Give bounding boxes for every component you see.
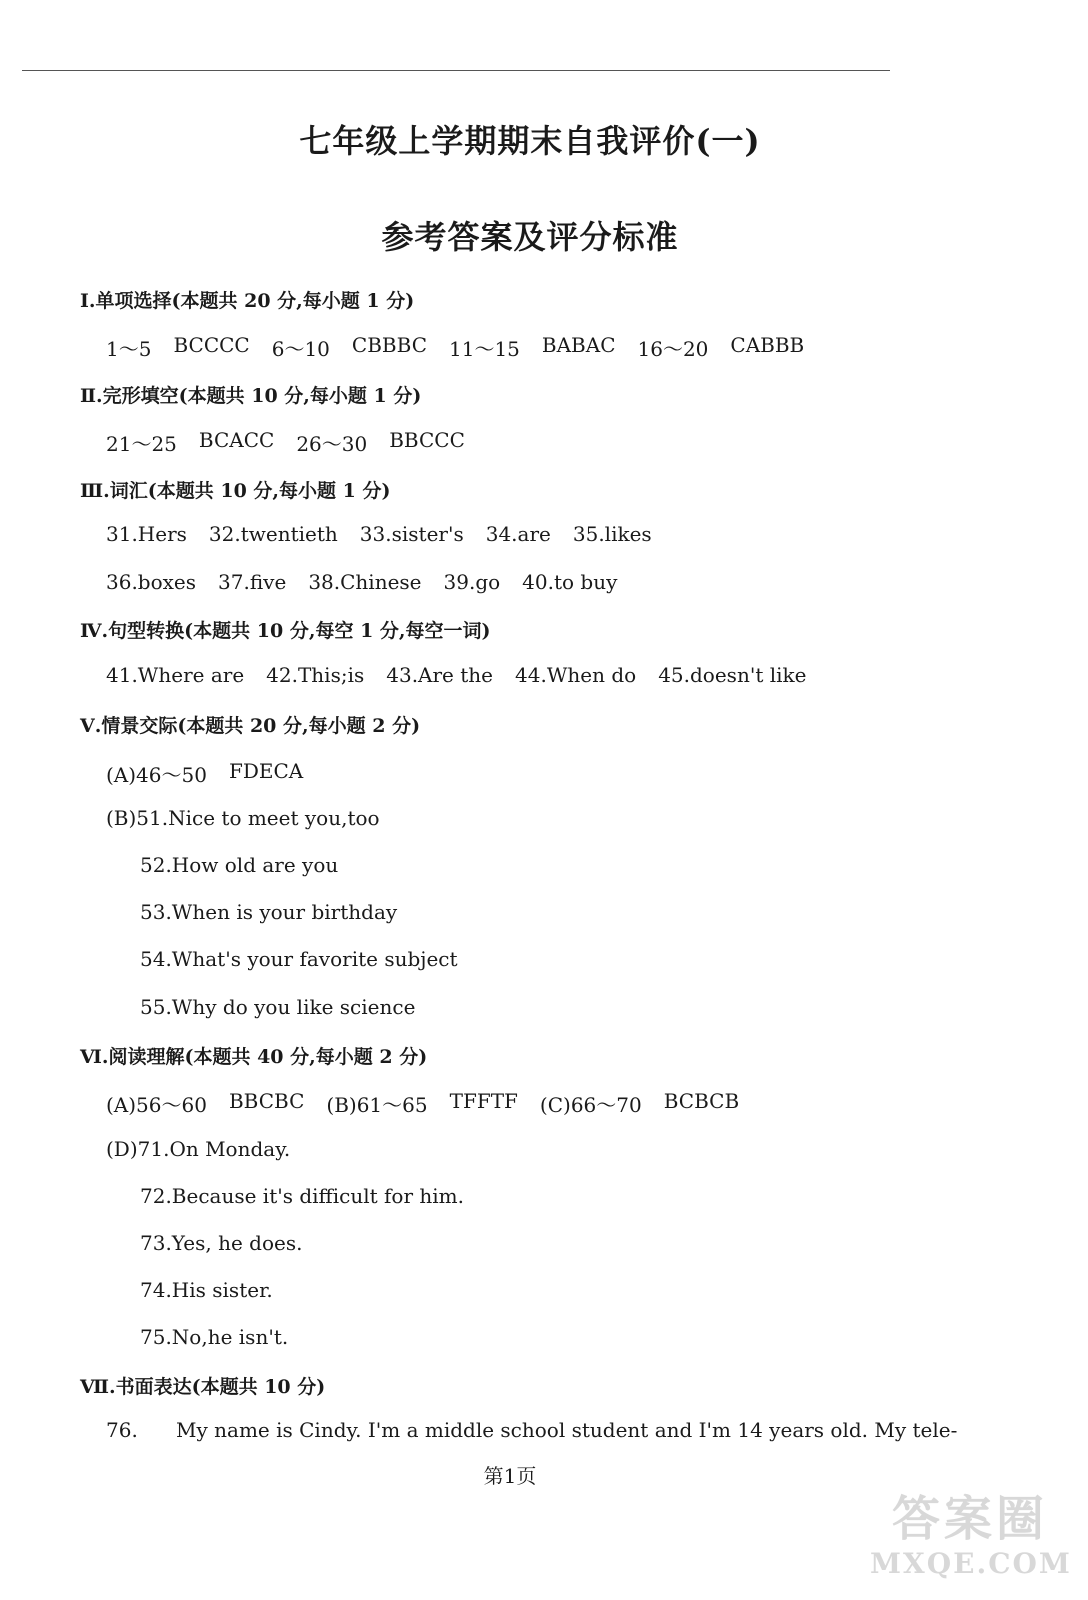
answer-item: 32.twentieth xyxy=(208,522,338,546)
page-title: 七年级上学期期末自我评价(一) xyxy=(299,122,761,160)
page-subtitle: 参考答案及评分标准 xyxy=(381,218,679,256)
section-6-item: 74.His sister. xyxy=(140,1278,273,1302)
section-5-item: 52.How old are you xyxy=(140,853,339,877)
answer-item: 33.sister's xyxy=(359,522,464,546)
answer-key: BCBCB xyxy=(663,1089,740,1113)
answer-range: 26～30 xyxy=(296,432,368,456)
answer-key: FDECA xyxy=(228,759,304,783)
section-1-answers xyxy=(106,333,804,362)
section-5-heading: Ⅴ.情景交际(本题共 20 分,每小题 2 分) xyxy=(80,715,421,737)
section-2-answers xyxy=(106,428,465,457)
answer-range: (C)66～70 xyxy=(539,1093,642,1117)
answer-item: 45.doesn't like xyxy=(658,663,807,687)
answer-key: CABBB xyxy=(730,333,805,357)
essay-number: 76. xyxy=(106,1418,138,1442)
answer-item: 41.Where are xyxy=(106,663,245,687)
section-3-answers-row-2 xyxy=(106,570,617,594)
answer-key: BCACC xyxy=(198,428,275,452)
section-6-item: 73.Yes, he does. xyxy=(140,1231,303,1255)
answer-item: 40.to buy xyxy=(522,570,618,594)
section-6-heading: Ⅵ.阅读理解(本题共 40 分,每小题 2 分) xyxy=(80,1046,428,1068)
section-1-heading: Ⅰ.单项选择(本题共 20 分,每小题 1 分) xyxy=(80,290,415,312)
section-2-heading: Ⅱ.完形填空(本题共 10 分,每小题 1 分) xyxy=(80,385,422,407)
answer-key: BABAC xyxy=(541,333,616,357)
section-3-answers-row-1 xyxy=(106,522,652,546)
answer-range: 1～5 xyxy=(106,337,152,361)
answer-item: 39.go xyxy=(443,570,501,594)
answer-key: BBCCC xyxy=(389,428,465,452)
section-6-item: 72.Because it's difficult for him. xyxy=(140,1184,464,1208)
answer-range: 11～15 xyxy=(449,337,520,361)
section-7-heading: Ⅶ.书面表达(本题共 10 分) xyxy=(80,1376,326,1398)
watermark-logo xyxy=(870,1490,1070,1590)
section-6-item: 75.No,he isn't. xyxy=(140,1325,289,1349)
answer-key: CBBBC xyxy=(351,333,427,357)
answer-range: 6～10 xyxy=(271,337,330,361)
answer-key: BCCCC xyxy=(173,333,250,357)
section-5-part-a xyxy=(106,759,303,788)
watermark-bottom: MXQE.COM xyxy=(870,1547,1072,1580)
answer-range: (B)61～65 xyxy=(326,1093,428,1117)
section-6-parts-abc xyxy=(106,1089,739,1118)
section-5-item: 53.When is your birthday xyxy=(140,900,398,924)
answer-range: 21～25 xyxy=(106,432,177,456)
section-4-heading: Ⅳ.句型转换(本题共 10 分,每空 1 分,每空一词) xyxy=(80,620,491,642)
answer-item: 42.This;is xyxy=(266,663,365,687)
section-5-item: 55.Why do you like science xyxy=(140,995,416,1019)
answer-key: TFFTF xyxy=(449,1089,518,1113)
answer-item: 35.likes xyxy=(572,522,652,546)
answer-range: (A)56～60 xyxy=(106,1093,207,1117)
answer-range: (A)46～50 xyxy=(106,763,207,787)
section-5-item: 54.What's your favorite subject xyxy=(140,947,458,971)
answer-item: 44.When do xyxy=(515,663,637,687)
answer-item: 38.Chinese xyxy=(308,570,422,594)
answer-key: BBCBC xyxy=(228,1089,305,1113)
answer-item: 34.are xyxy=(485,522,551,546)
section-6-part-d-first: (D)71.On Monday. xyxy=(106,1137,291,1161)
section-4-answers xyxy=(106,663,806,687)
essay-text: My name is Cindy. I'm a middle school student and I'm 14 years old. My tele- xyxy=(176,1418,958,1442)
watermark-top: 答案圈 xyxy=(891,1491,1048,1547)
answer-item: 43.Are the xyxy=(386,663,494,687)
section-5-part-b-first: (B)51.Nice to meet you,too xyxy=(106,806,380,830)
answer-range: 16～20 xyxy=(637,337,709,361)
top-rule xyxy=(22,70,890,71)
answer-item: 36.boxes xyxy=(106,570,197,594)
answer-item: 37.five xyxy=(218,570,287,594)
page-number: 第1页 xyxy=(483,1464,537,1488)
section-3-heading: Ⅲ.词汇(本题共 10 分,每小题 1 分) xyxy=(80,480,391,502)
answer-item: 31.Hers xyxy=(106,522,187,546)
